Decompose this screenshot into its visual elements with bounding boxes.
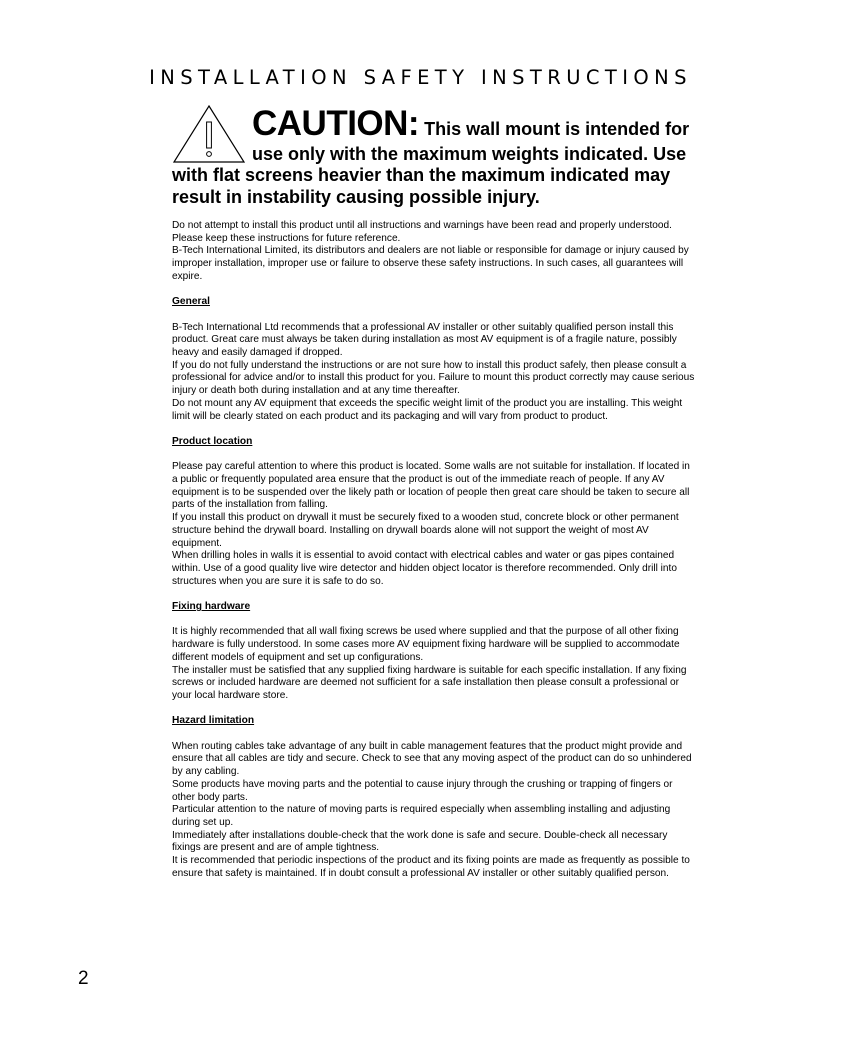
general-paragraph: Do not mount any AV equipment that exceeds the specific weight limit of the product you are installing. This weight limit will be clearly stated on each product and its packaging and will vary from product to product. xyxy=(172,397,683,422)
fixing-hardware-paragraph: It is highly recommended that all wall fixing screws be used where supplied and that the purpose of all other fixing hardware is fully understood. In some cases more AV equipment fixing hardware will be supplied to accommodate different models of equipment and set up configurations. xyxy=(172,626,680,663)
section-heading-hazard-limitation: Hazard limitation xyxy=(172,715,255,727)
section-heading-general: General xyxy=(172,296,210,308)
hazard-limitation-paragraph: When routing cables take advantage of any built in cable management features that the product might provide and ensure that all cables are tidy and secure. Check to see that any moving aspect of the product can do so unhindered by any cabling. xyxy=(172,740,692,778)
page-title: INSTALLATION SAFETY INSTRUCTIONS xyxy=(149,66,692,89)
general-paragraph: B-Tech International Ltd recommends that a professional AV installer or other suitably qualified person install this product. Great care must always be taken during installation as most AV equipment is of a fragile nature, possibly heavy and easily damaged if dropped. xyxy=(172,321,677,358)
hazard-limitation-paragraph: Particular attention to the nature of moving parts is required especially when assembling installing and adjusting during set up. xyxy=(172,804,671,828)
page-number: 2 xyxy=(78,968,89,989)
warning-triangle-icon xyxy=(172,104,246,164)
caution-line-1: This wall mount is intended for xyxy=(424,119,690,139)
hazard-limitation-paragraph: It is recommended that periodic inspections of the product and its fixing points are made as frequently as possible to ensure that safety is maintained. If in doubt consult a professional AV installer or other suitably qualified person. xyxy=(172,855,690,879)
product-location-paragraph: Please pay careful attention to where this product is located. Some walls are not suitable for installation. If located in a public or frequently populated area ensure that the product is out of the immediate reach of people. If any AV equipment is to be suspended over the likely path or location of people then great care should be taken to secure all parts of the installation from falling. xyxy=(172,461,690,511)
hazard-limitation-paragraph: Immediately after installations double-check that the work done is safe and secure. Double-check all necessary fixings are present and are of ample tightness. xyxy=(172,829,668,854)
caution-line-3: with flat screens heavier than the maximum indicated may xyxy=(172,165,671,185)
section-heading-product-location: Product location xyxy=(172,435,253,447)
product-location-paragraph: When drilling holes in walls it is essential to avoid contact with electrical cables and water or gas pipes contained within. Use of a good quality live wire detector and hidden object locator is therefore recommended. Only drill into structures when you are sure it is safe to do so. xyxy=(172,550,677,587)
caution-heading-line xyxy=(252,104,689,144)
section-heading-fixing-hardware: Fixing hardware xyxy=(172,601,251,613)
fixing-hardware-paragraph: The installer must be satisfied that any supplied fixing hardware is suitable for each specific installation. If any fixing screws or included hardware are deemed not sufficient for a safe installation then please consult a professional or your local hardware store. xyxy=(172,664,687,701)
caution-line-2: use only with the maximum weights indicated. Use xyxy=(252,144,687,164)
general-paragraph: If you do not fully understand the instructions or are not sure how to install this product safely, then please consult a professional for advice and/or to install this product for you. Failure to mount this product correctly may cause serious injury or death both during installation and at any time thereafter. xyxy=(172,359,695,397)
intro-paragraph: B-Tech International Limited, its distributors and dealers are not liable or responsible for damage or injury caused by improper installation, improper use or failure to observe these safety instructions. In such cases, all guarantees will expire. xyxy=(172,245,689,282)
hazard-limitation-paragraph: Some products have moving parts and the potential to cause injury through the crushing or trapping of fingers or other body parts. xyxy=(172,778,673,803)
product-location-paragraph: If you install this product on drywall it must be securely fixed to a wooden stud, concrete block or other permanent structure behind the drywall board. Installing on drywall boards alone will not support the weight of most AV equipment. xyxy=(172,512,679,549)
caution-word: CAUTION: xyxy=(252,104,420,143)
instructions-body xyxy=(172,220,697,880)
intro-paragraph: Do not attempt to install this product until all instructions and warnings have been read and properly understood. Please keep these instructions for future reference. xyxy=(172,220,672,244)
caution-line-4: result in instability causing possible injury. xyxy=(172,187,540,207)
